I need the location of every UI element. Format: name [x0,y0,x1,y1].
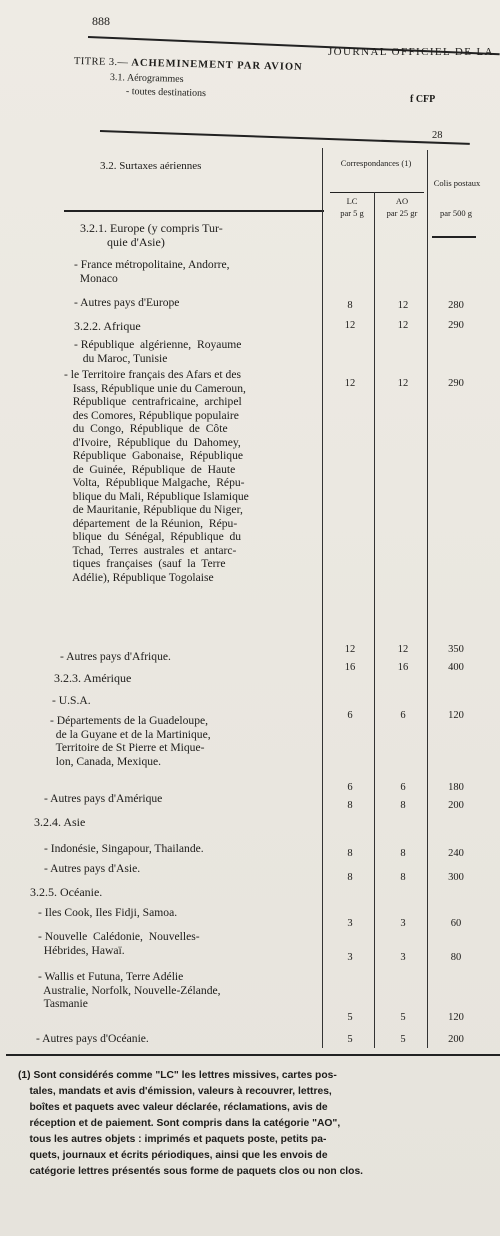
destination-label: - U.S.A. [52,694,91,707]
ao-header: AO [395,196,409,206]
destination-label: - République algérienne, Royaume du Maroc, Tunisie [74,338,242,365]
destination-label: - Départements de la Guadeloupe, de la Guyane et de la Martinique, Territoire de St Pierre et Mique- lon, Canada, Mexique. [50,714,211,768]
ao-value: 8 [400,800,406,811]
titre-heading [74,56,303,73]
lc-value: 8 [347,872,353,883]
lc-value: 8 [347,300,353,311]
footnote: (1) Sont considérés comme "LC" les lettres missives, cartes pos- tales, mandats et avis d'émission, valeurs à recouvrer, lettres, boîtes et paquets avec valeur déclarée, réclamations, avis de réception et de paiement. Sont compris dans la catégorie "AO", tous les autres objets : imprimés et paquets poste, petits pa- quets, journaux et écrits périodiques, ainsi que les envois de catégorie lettres présentés sous forme de paquets clos ou non clos. [18,1070,364,1177]
lc-value: 6 [347,710,353,721]
colis-value: 350 [448,644,464,655]
lc-header: LC [346,196,358,206]
lc-value: 12 [344,644,356,655]
page-number: 888 [92,14,110,28]
colis-value: 290 [448,378,464,389]
section-heading: 3.2.1. Europe (y compris Tur- quie d'Asie) [80,221,223,249]
lc-value: 16 [344,662,356,673]
lc-value: 12 [344,378,356,389]
lc-value: 5 [347,1034,353,1045]
destination-label: - le Territoire français des Afars et des Isass, République unie du Cameroun, République centrafricaine, archipel des Comores, République populaire du Congo, République de Côte d'Ivoire, République du Dahomey, République Gabonaise, République de Guinée, République de Haute Volta, République Malgache, Répu- blique du Mali, République Islamique de Mauritanie, République du Niger, département de la Réunion, Répu- blique du Sénégal, République du Tchad, Terres australes et antarc- tiques françaises (sauf la Terre Adélie), République Togolaise [64,368,249,584]
colis-value: 200 [448,800,464,811]
col-line-3 [427,150,428,1048]
titre-prefix: TITRE 3.— [73,56,129,69]
colis-value: 240 [448,848,464,859]
titre-main: ACHEMINEMENT PAR AVION [131,57,303,73]
section-heading: 3.2.2. Afrique [74,319,141,333]
colis-value: 300 [448,872,464,883]
lc-value: 3 [347,952,353,963]
lc-value: 12 [344,320,356,331]
destination-label: - Autres pays d'Amérique [44,792,163,805]
lc-value: 6 [347,782,353,793]
journal-title: JOURNAL OFFICIEL DE LA [328,46,494,58]
ao-value: 5 [400,1012,406,1023]
ao-value: 6 [400,710,406,721]
ao-value: 3 [400,918,406,929]
rule-1 [100,130,470,145]
ao-unit: par 25 gr [386,208,418,218]
destination-label: - Autres pays d'Europe [74,296,180,309]
colis-header: Colis postaux [433,178,481,188]
destination-label: - Iles Cook, Iles Fidji, Samoa. [38,906,178,919]
colis-value: 280 [448,300,464,311]
lc-value: 8 [347,848,353,859]
destination-label: - France métropolitaine, Andorre, Monaco [74,258,230,285]
corr-header: Correspondances (1) [340,158,412,168]
colis-value: 180 [448,782,464,793]
colis-value: 80 [450,952,462,963]
col-line-1 [322,148,323,1048]
colis-value: 400 [448,662,464,673]
colis-value: 120 [448,1012,464,1023]
rule-corr [330,192,424,193]
section-31-sub: - toutes destinations [125,86,207,100]
ao-value: 6 [400,782,406,793]
lc-unit: par 5 g [340,208,364,218]
lc-value: 8 [347,800,353,811]
lc-value: 5 [347,1012,353,1023]
currency-label: f CFP [410,94,436,105]
ao-value: 12 [397,378,409,389]
destination-label: - Nouvelle Calédonie, Nouvelles- Hébrides, Hawaï. [38,930,200,957]
colis-value: 120 [448,710,464,721]
ao-value: 8 [400,848,406,859]
section-31-title: 3.1. Aérogrammes [109,72,184,85]
destination-label: - Indonésie, Singapour, Thailande. [44,842,204,855]
col-line-2 [374,192,375,1048]
section-heading: 3.2.4. Asie [34,815,86,829]
section-32-title: 3.2. Surtaxes aériennes [100,160,202,172]
ao-value: 12 [397,320,409,331]
destination-label: - Autres pays d'Océanie. [36,1032,149,1045]
rule-left [64,210,324,212]
destination-label: - Autres pays d'Afrique. [60,650,171,663]
lc-value: 3 [347,918,353,929]
colis-unit: par 500 g [439,208,473,218]
section-heading: 3.2.3. Amérique [54,671,132,685]
colis-value: 290 [448,320,464,331]
ao-value: 12 [397,644,409,655]
destination-label: - Wallis et Futuna, Terre Adélie Australie, Norfolk, Nouvelle-Zélande, Tasmanie [38,970,221,1010]
ao-value: 8 [400,872,406,883]
section-heading: 3.2.5. Océanie. [30,885,103,899]
ao-value: 3 [400,952,406,963]
ao-value: 16 [397,662,409,673]
colis-value: 60 [450,918,462,929]
ao-value: 5 [400,1034,406,1045]
rule-colis [432,236,476,238]
colis-value: 200 [448,1034,464,1045]
ao-value: 12 [397,300,409,311]
section-31-value: 28 [432,130,443,141]
footnote-rule [6,1054,500,1056]
destination-label: - Autres pays d'Asie. [44,862,141,875]
